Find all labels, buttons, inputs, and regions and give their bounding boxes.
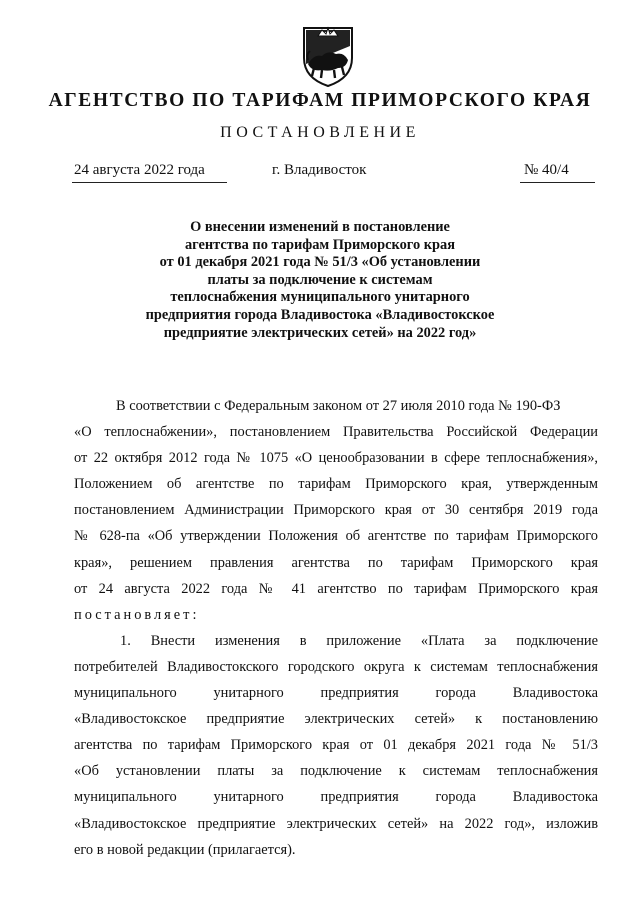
body-line: края», решением правления агентства по тарифам Приморского края	[74, 554, 598, 571]
body-line: его в новой редакции (прилагается).	[74, 841, 296, 858]
title-line: агентства по тарифам Приморского края	[184, 236, 456, 253]
body-line: 1. Внести изменения в приложение «Плата за подключение	[120, 632, 598, 649]
body-line: постановлением Администрации Приморского края от 30 сентября 2019 года	[74, 502, 598, 519]
body-line: потребителей Владивостокского городского округа к системам теплоснабжения	[74, 658, 598, 675]
body-line: «Об установлении платы за подключение к системам теплоснабжения	[74, 763, 598, 780]
document-title	[110, 219, 530, 342]
title-line: О внесении изменений в постановление	[190, 219, 450, 235]
title-line: предприятие электрических сетей» на 2022 год»	[163, 324, 477, 341]
date-underline	[72, 182, 227, 183]
body-line: агентства по тарифам Приморского края от 01 декабря 2021 года № 51/3	[74, 737, 598, 754]
title-line: платы за подключение к системам	[207, 271, 433, 288]
body-line: «Владивостокское предприятие электрических сетей» на 2022 год», изложив	[74, 815, 598, 832]
agency-name: АГЕНТСТВО ПО ТАРИФАМ ПРИМОРСКОГО КРАЯ	[48, 90, 592, 111]
coat-of-arms-icon	[300, 24, 356, 88]
number-underline	[520, 182, 595, 183]
body-line: Положением об агентстве по тарифам Приморского края, утвержденным	[74, 476, 598, 493]
title-line: теплоснабжения муниципального унитарного	[170, 289, 470, 306]
body-line-resolution: постановляет:	[74, 606, 200, 623]
body-line: В соответствии с Федеральным законом от 27 июля 2010 года № 190-ФЗ	[116, 398, 561, 414]
body-line: муниципального унитарного предприятия города Владивостока	[74, 685, 598, 702]
document-date: 24 августа 2022 года	[74, 162, 205, 178]
document-city: г. Владивосток	[272, 162, 367, 178]
title-line: от 01 декабря 2021 года № 51/3 «Об установлении	[159, 254, 481, 271]
document-body	[74, 393, 598, 863]
body-line: № 628-па «Об утверждении Положения об агентстве по тарифам Приморского	[74, 528, 598, 545]
body-line: муниципального унитарного предприятия города Владивостока	[74, 789, 598, 806]
body-line: «Владивостокское предприятие электрических сетей» к постановлению	[74, 711, 598, 728]
document-type: ПОСТАНОВЛЕНИЕ	[220, 124, 420, 141]
body-line: от 22 октября 2012 года № 1075 «О ценообразовании в сфере теплоснабжения»,	[74, 450, 598, 467]
document-number: № 40/4	[524, 162, 569, 178]
body-line: от 24 августа 2022 года № 41 агентство по тарифам Приморского края	[74, 580, 598, 597]
body-line: «О теплоснабжении», постановлением Правительства Российской Федерации	[74, 424, 598, 441]
title-line: предприятия города Владивостока «Владивостокское	[145, 306, 495, 323]
